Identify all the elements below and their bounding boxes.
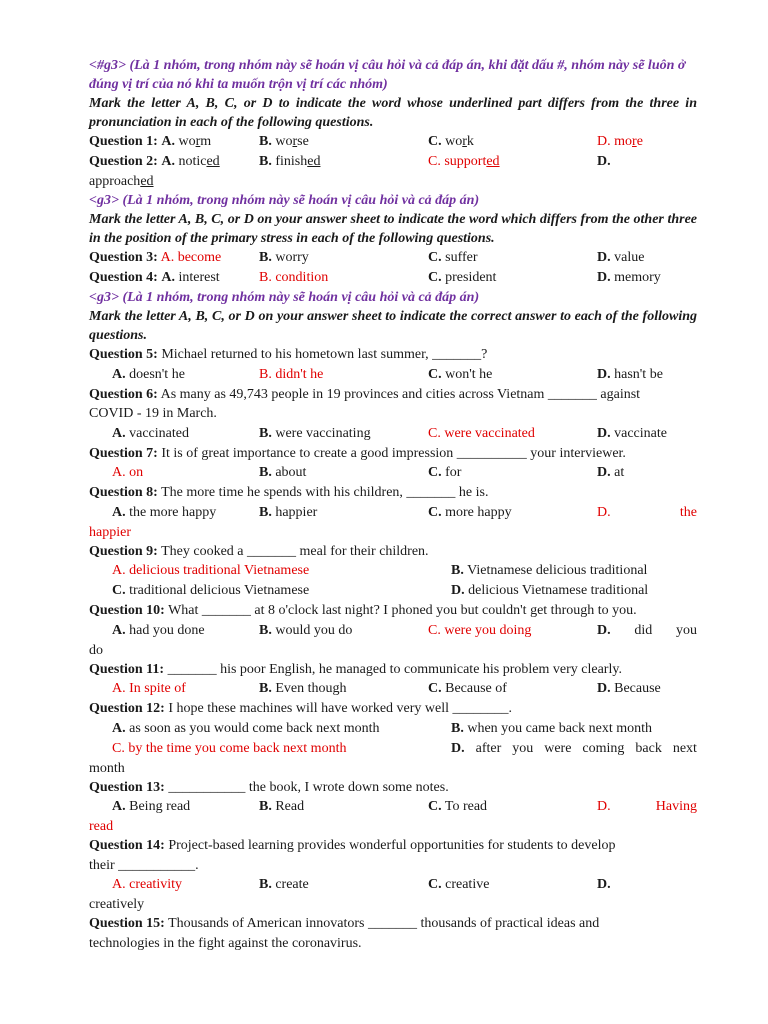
option-a: In spite of bbox=[129, 681, 186, 696]
question-10-stem bbox=[89, 601, 697, 621]
option-b: worry bbox=[275, 250, 309, 265]
option-letter: A. bbox=[160, 250, 175, 265]
group-note: (Là 1 nhóm, trong nhóm này sẽ hoán vị câu hỏi và cả đáp án, khi đặt dấu #, nhóm này sẽ luôn ở đúng vị trí của nó khi ta muốn trộn vị trí các nhóm) bbox=[89, 58, 686, 92]
option-b: happier bbox=[275, 504, 318, 520]
option-d: vaccinate bbox=[614, 425, 667, 441]
question-5-options bbox=[89, 365, 697, 385]
question-label: Question 11: bbox=[89, 661, 165, 677]
option-d-cont: happier bbox=[89, 524, 131, 540]
option-a: the more happy bbox=[129, 504, 217, 520]
question-label: Question 4: bbox=[89, 270, 158, 285]
question-9-stem bbox=[89, 542, 697, 562]
option-b: about bbox=[275, 465, 307, 480]
question-label: Question 3: bbox=[89, 250, 158, 265]
option-letter: C. bbox=[428, 681, 442, 696]
option-letter: D. bbox=[597, 681, 611, 696]
option-letter: D. bbox=[451, 740, 465, 756]
option-letter: C. bbox=[428, 425, 441, 441]
option-b: Vietnamese delicious traditional bbox=[467, 563, 648, 578]
question-11-options bbox=[89, 679, 697, 699]
question-text: Project-based learning provides wonderful opportunities for students to develop bbox=[168, 838, 616, 853]
option-b: finished bbox=[275, 154, 321, 169]
option-letter: B. bbox=[259, 622, 272, 638]
question-12-options-ab bbox=[89, 719, 697, 739]
question-label: Question 10: bbox=[89, 603, 165, 618]
option-a: worm bbox=[178, 134, 212, 149]
option-letter: A. bbox=[112, 720, 126, 736]
question-12-stem bbox=[89, 699, 697, 719]
option-letter: D. bbox=[597, 425, 611, 441]
option-b: Even though bbox=[275, 681, 347, 696]
option-letter: B. bbox=[451, 720, 464, 736]
question-10-options bbox=[89, 621, 697, 641]
group-1-header bbox=[89, 56, 697, 94]
option-b: condition bbox=[275, 270, 329, 285]
option-b: were vaccinating bbox=[275, 425, 371, 441]
option-b: would you do bbox=[275, 622, 353, 638]
group-2-header bbox=[89, 191, 697, 210]
option-letter: B. bbox=[259, 134, 272, 149]
option-letter: A. bbox=[112, 563, 126, 578]
option-letter: B. bbox=[259, 366, 272, 382]
option-letter: C. bbox=[428, 154, 441, 169]
option-a: delicious traditional Vietnamese bbox=[129, 563, 310, 578]
question-14-options bbox=[89, 875, 697, 895]
question-6-stem-cont: COVID - 19 in March. bbox=[89, 406, 217, 421]
option-letter: A. bbox=[161, 270, 175, 285]
option-letter: D. bbox=[597, 270, 611, 285]
option-b: didn't he bbox=[275, 366, 324, 382]
question-label: Question 7: bbox=[89, 445, 158, 461]
option-d: delicious Vietnamese traditional bbox=[468, 583, 649, 598]
option-letter: A. bbox=[161, 134, 175, 149]
question-15-stem-cont: technologies in the fight against the coronavirus. bbox=[89, 935, 362, 951]
option-c: were you doing bbox=[444, 622, 532, 638]
question-5-stem bbox=[89, 345, 697, 365]
option-d-word: were bbox=[544, 740, 572, 756]
option-d-cont: month bbox=[89, 760, 125, 776]
option-letter: D. bbox=[597, 877, 611, 892]
option-letter: C. bbox=[428, 622, 441, 638]
group-tag: <#g3> bbox=[89, 58, 126, 73]
question-6-stem bbox=[89, 385, 697, 405]
question-label: Question 1: bbox=[89, 134, 158, 149]
option-a: on bbox=[129, 465, 144, 480]
option-b: worse bbox=[275, 134, 309, 149]
question-11-stem bbox=[89, 660, 697, 680]
option-letter: B. bbox=[259, 877, 272, 892]
option-letter: C. bbox=[428, 134, 442, 149]
option-c: won't he bbox=[445, 366, 493, 382]
option-c: Because of bbox=[445, 681, 507, 696]
option-d-word: you bbox=[512, 740, 534, 756]
instruction-2: Mark the letter A, B, C, or D on your answer sheet to indicate the word which differs from the other three in the position of the primary stress in each of the following questions. bbox=[89, 212, 697, 246]
question-14-stem-cont: their ___________. bbox=[89, 857, 199, 873]
option-letter: B. bbox=[259, 250, 272, 265]
question-label: Question 14: bbox=[89, 838, 165, 853]
option-letter: A. bbox=[112, 799, 126, 814]
group-note: (Là 1 nhóm, trong nhóm này sẽ hoán vị câu hỏi và cả đáp án) bbox=[122, 290, 480, 305]
question-label: Question 2: bbox=[89, 154, 158, 169]
group-3-header bbox=[89, 288, 697, 307]
question-8-stem bbox=[89, 483, 697, 503]
instruction-1: Mark the letter A, B, C, or D to indicate the word whose underlined part differs from the three in pronunciation in each of the following questions. bbox=[89, 96, 697, 130]
question-14-stem bbox=[89, 836, 697, 856]
option-b: create bbox=[275, 877, 309, 892]
option-a: become bbox=[177, 250, 222, 265]
question-text: I hope these machines will have worked very well ________. bbox=[168, 701, 513, 716]
option-letter: D. bbox=[597, 154, 611, 169]
option-d: hasn't be bbox=[614, 366, 663, 382]
option-letter: D. bbox=[597, 250, 611, 265]
question-label: Question 9: bbox=[89, 543, 158, 559]
question-7-stem bbox=[89, 444, 697, 464]
option-letter: C. bbox=[428, 366, 442, 382]
question-label: Question 13: bbox=[89, 779, 165, 795]
option-c: suffer bbox=[445, 250, 478, 265]
question-12-options-cd bbox=[89, 739, 697, 759]
option-letter: D. bbox=[451, 583, 465, 598]
option-letter: A. bbox=[112, 465, 126, 480]
group-tag: <g3> bbox=[89, 290, 119, 305]
option-a: vaccinated bbox=[129, 425, 189, 441]
option-letter: D. bbox=[597, 504, 611, 520]
option-d: at bbox=[614, 465, 625, 480]
option-d-word: you bbox=[675, 622, 697, 638]
instruction-3: Mark the letter A, B, C, or D on your answer sheet to indicate the correct answer to each of the following questions. bbox=[89, 309, 697, 343]
option-letter: D. bbox=[597, 799, 611, 814]
option-c: president bbox=[445, 270, 497, 285]
option-d-cont: do bbox=[89, 642, 103, 658]
option-letter: B. bbox=[259, 425, 272, 441]
question-13-stem bbox=[89, 778, 697, 798]
option-letter: B. bbox=[259, 270, 272, 285]
option-letter: A. bbox=[112, 425, 126, 441]
option-d-word: next bbox=[672, 740, 697, 756]
question-2 bbox=[89, 152, 697, 172]
option-d-word: after bbox=[475, 740, 502, 756]
option-c: by the time you come back next month bbox=[128, 740, 347, 756]
option-a: noticed bbox=[178, 154, 220, 169]
question-label: Question 6: bbox=[89, 386, 158, 402]
option-letter: B. bbox=[259, 154, 272, 169]
option-letter: B. bbox=[259, 504, 272, 520]
question-text: They cooked a _______ meal for their children. bbox=[161, 543, 429, 559]
option-letter: C. bbox=[428, 250, 442, 265]
question-text: _______ his poor English, he managed to communicate his problem very clearly. bbox=[167, 661, 622, 677]
option-letter: A. bbox=[112, 681, 126, 696]
option-a: had you done bbox=[129, 622, 205, 638]
option-c: traditional delicious Vietnamese bbox=[129, 583, 310, 598]
option-letter: D. bbox=[597, 622, 611, 638]
option-d-word: back bbox=[635, 740, 662, 756]
question-label: Question 12: bbox=[89, 701, 165, 716]
option-letter: A. bbox=[112, 622, 126, 638]
option-d: Having bbox=[655, 799, 697, 814]
question-4 bbox=[89, 268, 697, 288]
option-d-cont: read bbox=[89, 819, 114, 834]
question-9-options-cd bbox=[89, 581, 697, 601]
option-a: creativity bbox=[129, 877, 182, 892]
option-letter: D. bbox=[597, 465, 611, 480]
option-letter: C. bbox=[112, 583, 126, 598]
option-d: more bbox=[614, 134, 643, 149]
option-a: interest bbox=[178, 270, 220, 285]
option-letter: B. bbox=[259, 799, 272, 814]
option-c: more happy bbox=[445, 504, 512, 520]
group-note: (Là 1 nhóm, trong nhóm này sẽ hoán vị câu hỏi và cả đáp án) bbox=[122, 193, 480, 208]
option-d: value bbox=[614, 250, 645, 265]
option-letter: A. bbox=[112, 366, 126, 382]
option-letter: C. bbox=[428, 799, 442, 814]
question-text: What _______ at 8 o'clock last night? I phoned you but couldn't get through to you. bbox=[168, 603, 637, 618]
option-d: approached bbox=[89, 174, 154, 189]
option-letter: B. bbox=[259, 681, 272, 696]
question-9-options-ab bbox=[89, 561, 697, 581]
question-1 bbox=[89, 132, 697, 152]
option-d-word: coming bbox=[582, 740, 625, 756]
option-letter: B. bbox=[451, 563, 464, 578]
question-13-options bbox=[89, 797, 697, 817]
option-c: To read bbox=[444, 799, 488, 814]
option-letter: C. bbox=[428, 504, 442, 520]
option-d: the bbox=[679, 504, 697, 520]
question-6-options bbox=[89, 424, 697, 444]
option-a: Being read bbox=[129, 799, 191, 814]
option-letter: A. bbox=[112, 504, 126, 520]
question-text: Michael returned to his hometown last summer, _______? bbox=[161, 347, 488, 362]
question-3 bbox=[89, 248, 697, 268]
option-b: when you came back next month bbox=[467, 720, 653, 736]
option-a: doesn't he bbox=[129, 366, 185, 382]
option-a: as soon as you would come back next month bbox=[129, 720, 380, 736]
question-7-options bbox=[89, 463, 697, 483]
question-15-stem bbox=[89, 914, 697, 934]
option-c: supported bbox=[444, 154, 500, 169]
option-letter: C. bbox=[428, 877, 442, 892]
option-letter: D. bbox=[597, 366, 611, 382]
question-label: Question 15: bbox=[89, 916, 165, 931]
question-label: Question 5: bbox=[89, 347, 158, 362]
group-tag: <g3> bbox=[89, 193, 119, 208]
option-letter: C. bbox=[428, 270, 442, 285]
question-text: Thousands of American innovators _______ thousands of practical ideas and bbox=[168, 916, 600, 931]
option-b: Read bbox=[275, 799, 305, 814]
option-letter: A. bbox=[112, 877, 126, 892]
option-c: for bbox=[445, 465, 462, 480]
question-8-options bbox=[89, 503, 697, 523]
option-c: were vaccinated bbox=[444, 425, 535, 441]
question-text: The more time he spends with his children, _______ he is. bbox=[161, 485, 489, 500]
option-letter: D. bbox=[597, 134, 611, 149]
option-letter: A. bbox=[161, 154, 175, 169]
option-c: creative bbox=[445, 877, 490, 892]
question-text: As many as 49,743 people in 19 provinces and cities across Vietnam _______ against bbox=[160, 386, 641, 402]
option-letter: B. bbox=[259, 465, 272, 480]
question-label: Question 8: bbox=[89, 485, 158, 500]
option-d: Because bbox=[614, 681, 661, 696]
option-d-word: did bbox=[634, 622, 653, 638]
option-c: work bbox=[445, 134, 474, 149]
question-text: It is of great importance to create a good impression __________ your interviewer. bbox=[161, 445, 626, 461]
option-letter: C. bbox=[428, 465, 442, 480]
content bbox=[89, 56, 697, 953]
option-d: memory bbox=[614, 270, 661, 285]
option-letter: C. bbox=[112, 740, 125, 756]
option-d: creatively bbox=[89, 897, 145, 912]
question-text: ___________ the book, I wrote down some notes. bbox=[168, 779, 449, 795]
